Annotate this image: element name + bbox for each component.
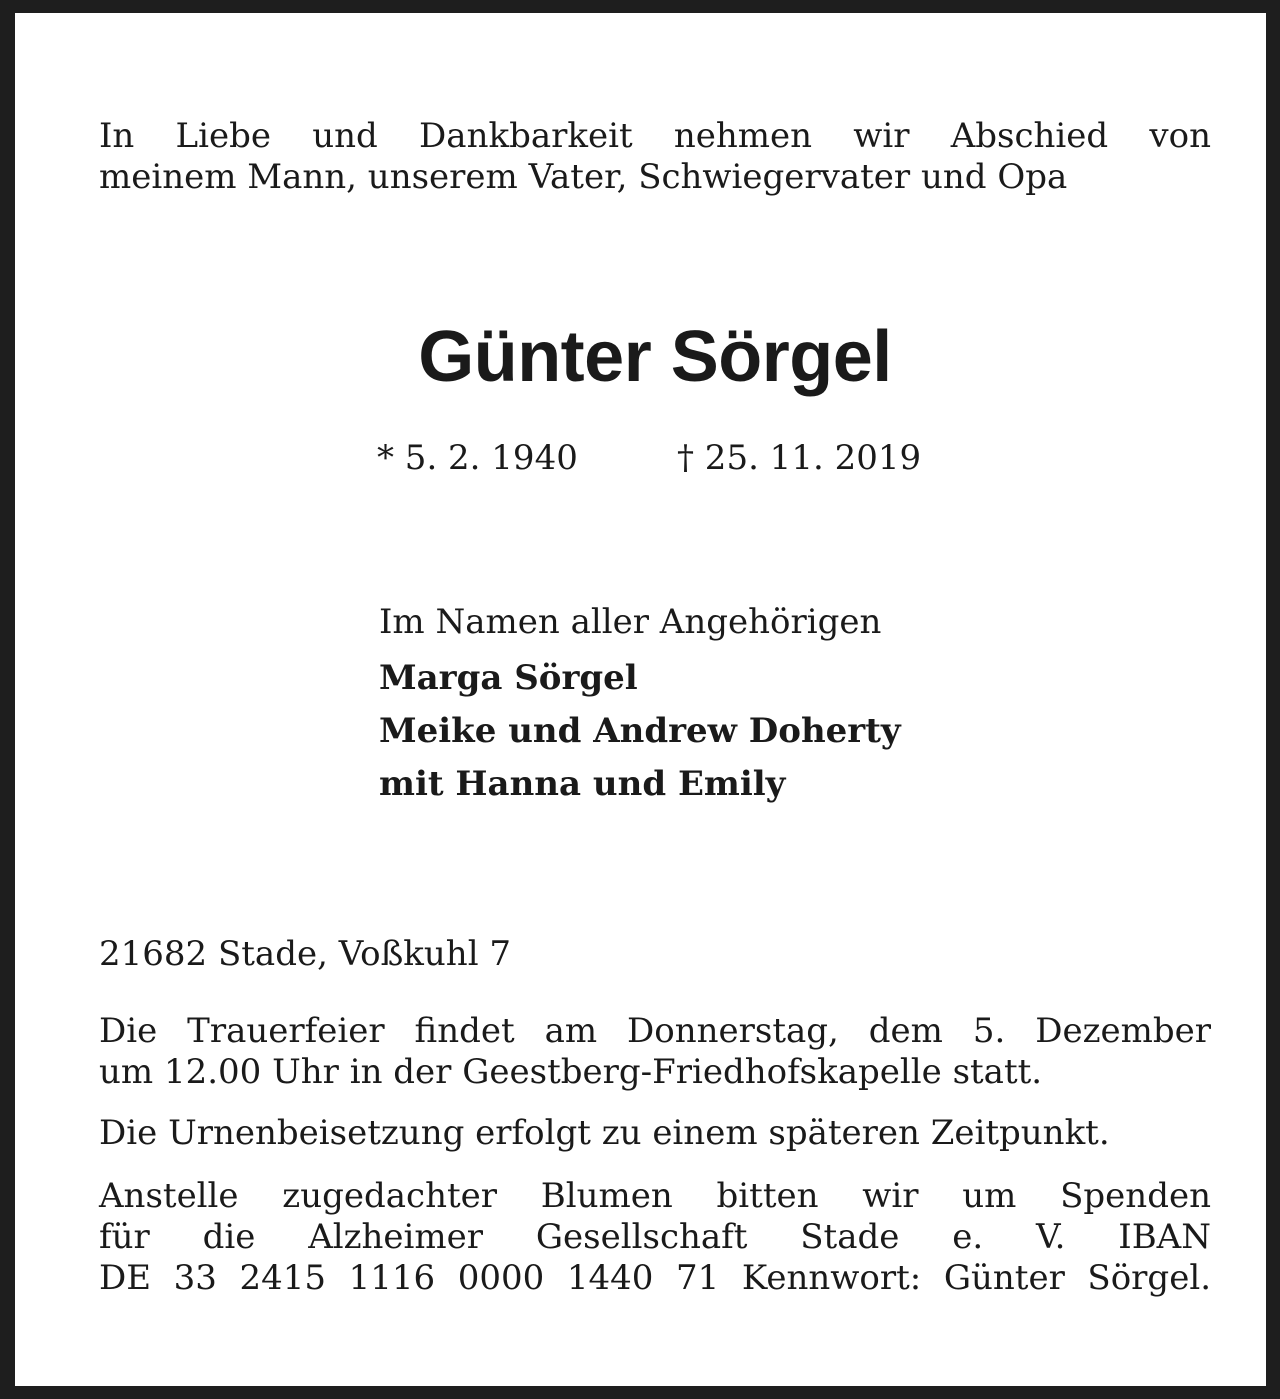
ceremony-info bbox=[99, 1011, 1211, 1093]
deceased-name: Günter Sörgel bbox=[418, 317, 892, 397]
ceremony-line-2: um 12.00 Uhr in der Geestberg-Friedhofskapelle statt. bbox=[99, 1052, 1043, 1092]
intro-line-2: meinem Mann, unserem Vater, Schwiegervater und Opa bbox=[99, 157, 1068, 197]
family-name: mit Hanna und Emily bbox=[379, 764, 786, 804]
donation-line-2: für die Alzheimer Gesellschaft Stade e. V. IBAN bbox=[99, 1217, 1211, 1257]
intro-text bbox=[99, 116, 1211, 198]
family-intro: Im Namen aller Angehörigen bbox=[379, 602, 882, 642]
family-name: Marga Sörgel bbox=[379, 658, 638, 698]
birth-date: * 5. 2. 1940 bbox=[377, 438, 578, 478]
family-signature bbox=[379, 600, 901, 811]
ceremony-line-1: Die Trauerfeier findet am Donnerstag, dem 5. Dezember bbox=[99, 1011, 1211, 1051]
family-name: Meike und Andrew Doherty bbox=[379, 711, 901, 751]
donation-line-1: Anstelle zugedachter Blumen bitten wir um Spenden bbox=[99, 1176, 1211, 1216]
family-names bbox=[379, 652, 901, 811]
death-date: † 25. 11. 2019 bbox=[677, 438, 922, 478]
urn-info: Die Urnenbeisetzung erfolgt zu einem späteren Zeitpunkt. bbox=[99, 1113, 1110, 1153]
donation-info bbox=[99, 1176, 1211, 1299]
intro-line-1: In Liebe und Dankbarkeit nehmen wir Abschied von bbox=[99, 116, 1211, 156]
donation-line-3: DE 33 2415 1116 0000 1440 71 Kennwort: Günter Sörgel. bbox=[99, 1258, 1211, 1298]
address: 21682 Stade, Voßkuhl 7 bbox=[99, 934, 512, 974]
